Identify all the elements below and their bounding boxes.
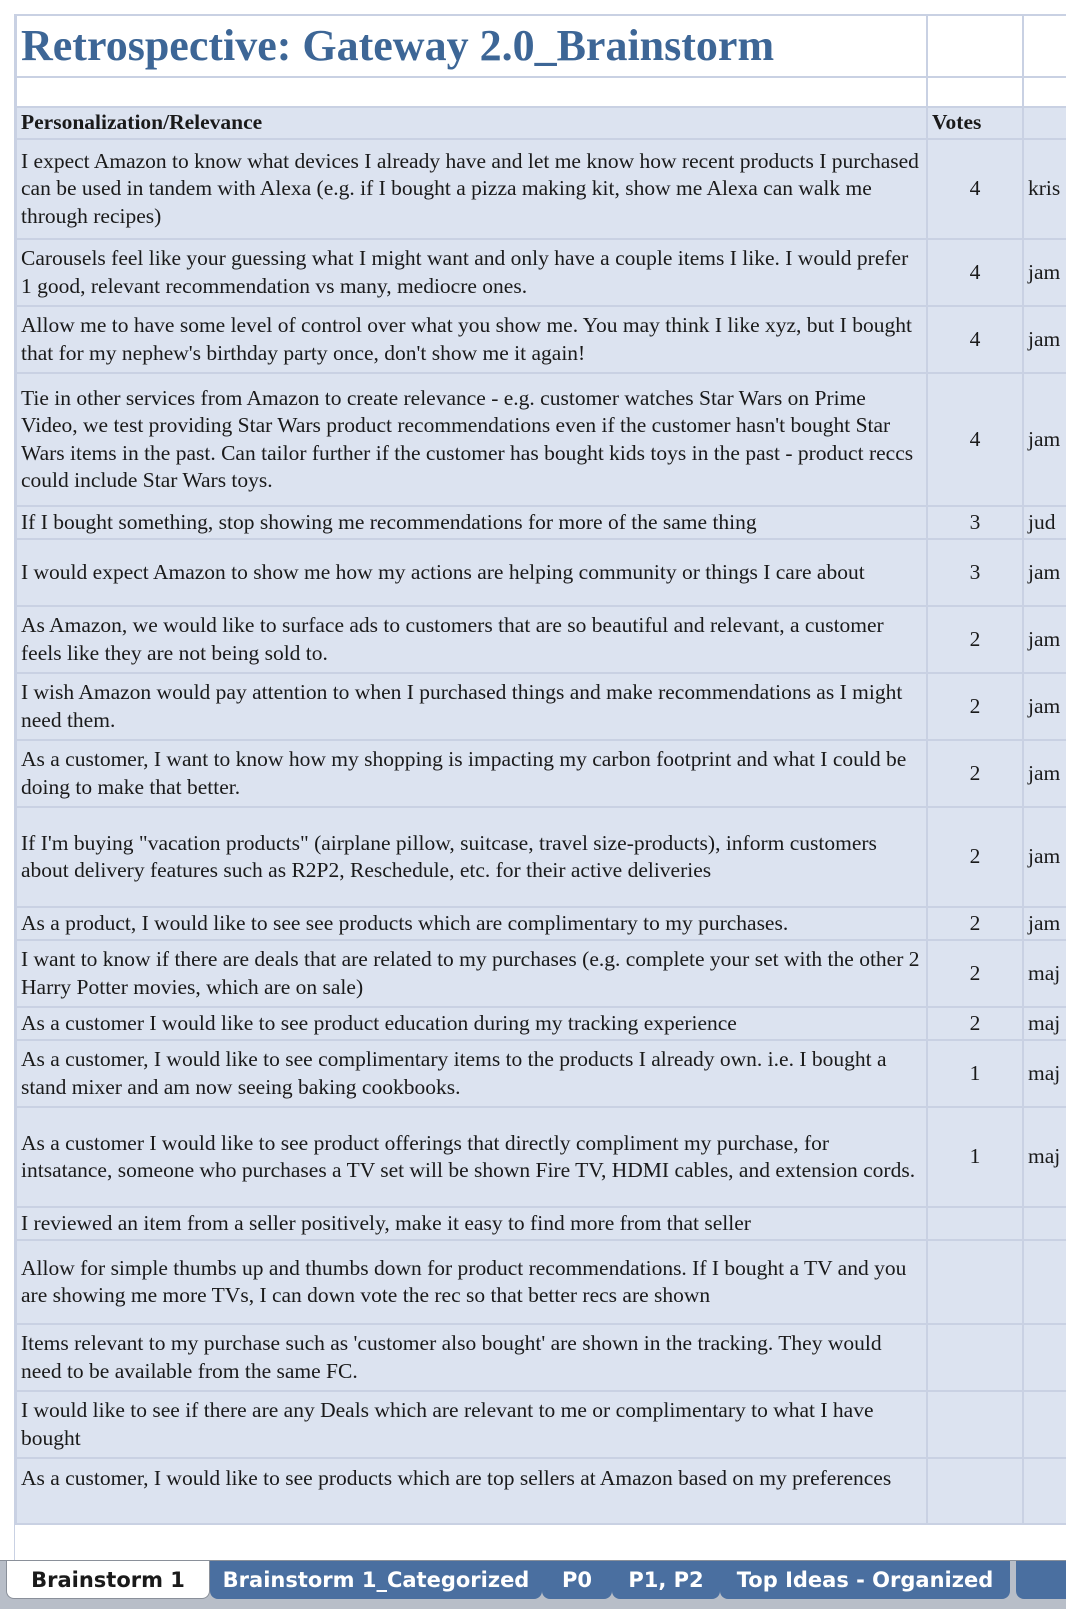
idea-cell[interactable]: Carousels feel like your guessing what I might want and only have a couple items I like. I would prefer 1 good, relevant recommendation vs many, mediocre ones. [16,239,927,306]
sheet-tab[interactable]: P1, P2 [612,1561,720,1599]
author-cell[interactable]: jud [1023,506,1066,539]
page-title[interactable]: Retrospective: Gateway 2.0_Brainstorm [16,15,927,77]
empty-cell[interactable] [1023,77,1066,107]
idea-cell[interactable]: Allow me to have some level of control over what you show me. You may think I like xyz, but I bought that for my nephew's birthday party once, don't show me it again! [16,306,927,373]
table-row [16,740,1066,807]
author-cell[interactable]: maj [1023,1040,1066,1107]
author-cell[interactable]: jam [1023,907,1066,940]
votes-cell[interactable]: 3 [927,539,1023,606]
table-row [16,1007,1066,1040]
table-row [16,1391,1066,1458]
table-row [16,940,1066,1007]
author-cell[interactable]: maj [1023,940,1066,1007]
votes-cell[interactable]: 2 [927,940,1023,1007]
votes-cell[interactable]: 4 [927,306,1023,373]
table-row [16,1207,1066,1240]
sheet-tab[interactable]: Brainstorm 1_Categorized [210,1561,542,1599]
table-row [16,1458,1066,1524]
votes-cell[interactable]: 4 [927,373,1023,506]
votes-header[interactable]: Votes [927,107,1023,139]
title-row [16,15,1066,77]
category-header[interactable]: Personalization/Relevance [16,107,927,139]
idea-cell[interactable]: As a customer, I would like to see products which are top sellers at Amazon based on my preferences [16,1458,927,1524]
idea-cell[interactable]: I want to know if there are deals that are related to my purchases (e.g. complete your set with the other 2 Harry Potter movies, which are on sale) [16,940,927,1007]
votes-cell[interactable]: 1 [927,1040,1023,1107]
table-row [16,1324,1066,1391]
author-cell[interactable]: jam [1023,373,1066,506]
votes-cell[interactable]: 1 [927,1107,1023,1207]
votes-cell[interactable]: 2 [927,1007,1023,1040]
author-cell[interactable]: jam [1023,539,1066,606]
author-cell[interactable]: jam [1023,306,1066,373]
votes-cell[interactable] [927,1207,1023,1240]
idea-cell[interactable]: If I bought something, stop showing me recommendations for more of the same thing [16,506,927,539]
author-cell[interactable]: maj [1023,1007,1066,1040]
empty-cell[interactable] [1023,15,1066,77]
sheet-tab[interactable]: Brainstorm 1 [6,1561,210,1599]
table-row [16,673,1066,740]
author-cell[interactable]: jam [1023,673,1066,740]
author-cell[interactable] [1023,1324,1066,1391]
votes-cell[interactable]: 2 [927,673,1023,740]
votes-cell[interactable] [927,1240,1023,1324]
sheet-tab[interactable]: P0 [542,1561,612,1599]
table-row [16,539,1066,606]
votes-cell[interactable]: 3 [927,506,1023,539]
table-row [16,1107,1066,1207]
sheet-tab-bar [0,1560,1066,1609]
idea-cell[interactable]: If I'm buying "vacation products" (airplane pillow, suitcase, travel size-products), inform customers about delivery features such as R2P2, Reschedule, etc. for their active deliveries [16,807,927,907]
sheet-tab-overflow[interactable] [1016,1561,1066,1599]
author-cell[interactable]: jam [1023,807,1066,907]
idea-cell[interactable]: As a customer I would like to see product offerings that directly compliment my purchase, for intsatance, someone who purchases a TV set will be shown Fire TV, HDMI cables, and extension cords. [16,1107,927,1207]
empty-cell[interactable] [927,77,1023,107]
votes-cell[interactable] [927,1458,1023,1524]
votes-cell[interactable]: 2 [927,907,1023,940]
author-cell[interactable] [1023,1207,1066,1240]
author-cell[interactable]: maj [1023,1107,1066,1207]
author-cell[interactable]: jam [1023,606,1066,673]
idea-cell[interactable]: Items relevant to my purchase such as 'customer also bought' are shown in the tracking. They would need to be available from the same FC. [16,1324,927,1391]
empty-cell[interactable] [16,77,927,107]
author-cell[interactable] [1023,1391,1066,1458]
idea-cell[interactable]: I reviewed an item from a seller positively, make it easy to find more from that seller [16,1207,927,1240]
table-row [16,239,1066,306]
table-row [16,1240,1066,1324]
idea-cell[interactable]: Tie in other services from Amazon to create relevance - e.g. customer watches Star Wars on Prime Video, we test providing Star Wars product recommendations even if the customer hasn't bought Star Wars items in the past. Can tailor further if the customer has bought kids toys in the past - product reccs could include Star Wars toys. [16,373,927,506]
sheet-tab[interactable]: Top Ideas - Organized [720,1561,1010,1599]
table-row [16,907,1066,940]
brainstorm-table [15,14,1066,1525]
idea-cell[interactable]: As a customer I would like to see product education during my tracking experience [16,1007,927,1040]
votes-cell[interactable]: 4 [927,239,1023,306]
idea-cell[interactable]: As a product, I would like to see see products which are complimentary to my purchases. [16,907,927,940]
idea-cell[interactable]: I would like to see if there are any Deals which are relevant to me or complimentary to what I have bought [16,1391,927,1458]
table-row [16,1040,1066,1107]
author-cell[interactable]: kris [1023,139,1066,239]
idea-cell[interactable]: As a customer, I would like to see complimentary items to the products I already own. i.e. I bought a stand mixer and am now seeing baking cookbooks. [16,1040,927,1107]
idea-cell[interactable]: As Amazon, we would like to surface ads to customers that are so beautiful and relevant, a customer feels like they are not being sold to. [16,606,927,673]
author-cell[interactable]: jam [1023,740,1066,807]
idea-cell[interactable]: I expect Amazon to know what devices I already have and let me know how recent products I purchased can be used in tandem with Alexa (e.g. if I bought a pizza making kit, show me Alexa can walk me through recipes) [16,139,927,239]
author-cell[interactable]: jam [1023,239,1066,306]
author-cell[interactable] [1023,1240,1066,1324]
votes-cell[interactable]: 4 [927,139,1023,239]
spacer-row [16,77,1066,107]
empty-cell[interactable] [927,15,1023,77]
votes-cell[interactable] [927,1391,1023,1458]
author-header[interactable] [1023,107,1066,139]
votes-cell[interactable]: 2 [927,807,1023,907]
header-row [16,107,1066,139]
author-cell[interactable] [1023,1458,1066,1524]
table-row [16,306,1066,373]
table-row [16,506,1066,539]
table-row [16,373,1066,506]
idea-cell[interactable]: I wish Amazon would pay attention to when I purchased things and make recommendations as I might need them. [16,673,927,740]
table-row [16,606,1066,673]
idea-cell[interactable]: I would expect Amazon to show me how my actions are helping community or things I care about [16,539,927,606]
votes-cell[interactable]: 2 [927,606,1023,673]
votes-cell[interactable]: 2 [927,740,1023,807]
table-row [16,807,1066,907]
votes-cell[interactable] [927,1324,1023,1391]
idea-cell[interactable]: As a customer, I want to know how my shopping is impacting my carbon footprint and what I could be doing to make that better. [16,740,927,807]
table-row [16,139,1066,239]
idea-cell[interactable]: Allow for simple thumbs up and thumbs down for product recommendations. If I bought a TV and you are showing me more TVs, I can down vote the rec so that better recs are shown [16,1240,927,1324]
